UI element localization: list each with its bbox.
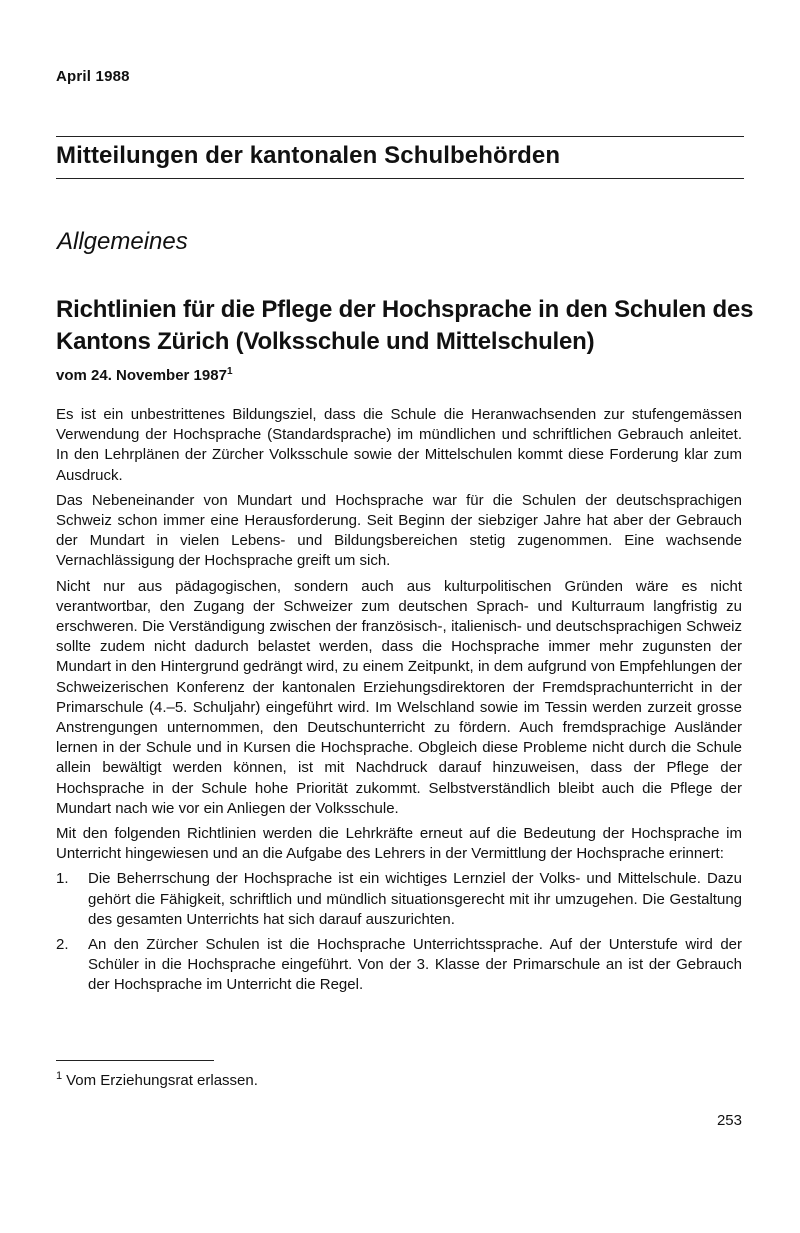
paragraph: Es ist ein unbestrittenes Bildungsziel, dass die Schule die Heranwachsenden zur stufengemässen Verwendung der Hochsprache (Standardsprache) im mündlichen und schriftlichen Gebrauch anleitet. In den Lehrplänen der Zürcher Volksschule sowie der Mittelschulen kommt diese Forderung klar zum Ausdruck. bbox=[56, 406, 742, 484]
paragraph: Das Nebeneinander von Mundart und Hochsprache war für die Schulen der deutschsprachigen Schweiz schon immer eine Herausforderung. Seit Beginn der siebziger Jahre hat aber der Gebrauch der Mundart in vielen Lebens- und Bildungsbereichen stetig zugenommen. Eine wachsende Vernachlässigung der Hochsprache greift um sich. bbox=[56, 491, 742, 570]
list-item bbox=[56, 935, 742, 996]
paragraph: Nicht nur aus pädagogischen, sondern auch aus kulturpolitischen Gründen wäre es nicht verantwortbar, den Zugang der Schweizer zum deutschen Sprach- und Kulturraum langfristig zu erschweren. Die Verständigung zwischen der französisch-, italienisch- und deutschsprachigen Schweiz sollte zudem nicht dadurch belastet werden, dass die Hochsprache immer mehr zugunsten der Mundart in den Hintergrund gedrängt wird, zu einem Zeitpunkt, in dem aufgrund von Empfehlungen der Schweizerischen Konferenz der kantonalen Erziehungsdirektoren der Fremdsprachunterricht in der Primarschule (4.–5. Schuljahr) eingeführt wird. Im Welschland sowie im Tessin werden zurzeit grosse Anstrengungen unternommen, den Deutschunterricht zu fördern. Auch fremdsprachige Ausländer lernen in der Schule und in Kursen die Hochsprache. Obgleich diese Probleme nicht durch die Schule allein bewältigt werden können, ist mit Nachdruck darauf hinzuweisen, dass der Pflege der Hochsprache in der Schule hohe Priorität zukommt. Selbstverständlich bleibt auch die Pflege der Mundart nach wie vor ein Anliegen der Volksschule. bbox=[56, 577, 742, 817]
section-rule-bottom bbox=[56, 178, 744, 179]
article-headline: Richtlinien für die Pflege der Hochsprache in den Schulen des Kantons Zürich (Volksschule und Mittelschulen) bbox=[56, 296, 754, 355]
list-item-number: 1. bbox=[56, 870, 69, 888]
paragraph: Mit den folgenden Richtlinien werden die Lehrkräfte erneut auf die Bedeutung der Hochsprache im Unterricht hingewiesen und an die Aufgabe des Lehrers in der Vermittlung der Hochsprache erinnert: bbox=[56, 825, 742, 863]
page-number: 253 bbox=[716, 1112, 742, 1129]
footnote-number: 1 bbox=[56, 1070, 63, 1082]
footnote-text: Vom Erziehungsrat erlassen. bbox=[66, 1072, 258, 1089]
list-item-number: 2. bbox=[56, 936, 69, 954]
article-body bbox=[56, 405, 742, 1001]
footnote bbox=[56, 1070, 258, 1089]
list-item-text: Die Beherrschung der Hochsprache ist ein wichtiges Lernziel der Volks- und Mittelschule. Dazu gehört die Fähigkeit, schriftlich und mündlich situationsgerecht mit ihr umzugehen. Die Gestaltung des gesamten Unterrichts hat sich darauf auszurichten. bbox=[88, 870, 742, 928]
article-date-line bbox=[56, 367, 233, 384]
issue-date: April 1988 bbox=[56, 68, 130, 85]
article-date-text: vom 24. November 1987 bbox=[56, 367, 227, 384]
list-item-text: An den Zürcher Schulen ist die Hochsprache Unterrichtssprache. Auf der Unterstufe wird der Schüler in die Hochsprache eingeführt. Von der 3. Klasse der Primarschule an ist der Gebrauch der Hochsprache im Unterricht die Regel. bbox=[88, 936, 742, 994]
footnote-rule bbox=[56, 1060, 214, 1061]
footnote-marker: 1 bbox=[226, 366, 233, 377]
section-title: Mitteilungen der kantonalen Schulbehörden bbox=[56, 142, 561, 169]
category-heading: Allgemeines bbox=[57, 228, 188, 255]
section-rule-top bbox=[56, 136, 744, 137]
list-item bbox=[56, 869, 742, 930]
